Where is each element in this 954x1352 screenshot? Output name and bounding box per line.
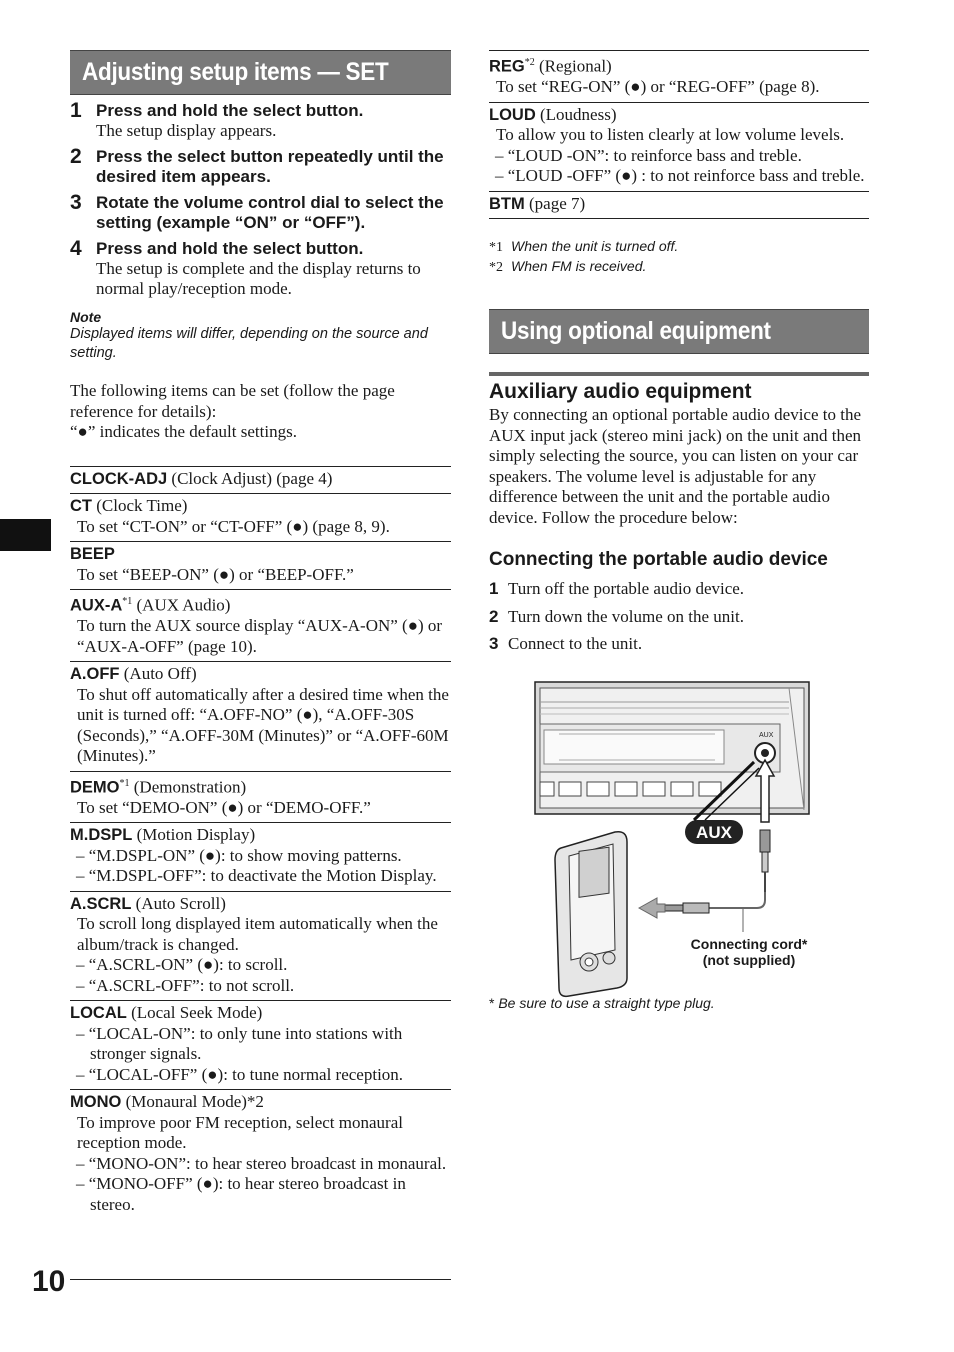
- setup-item-option: – “MONO-ON”: to hear stereo broadcast in monaural.: [76, 1153, 447, 1173]
- connection-step-number: 3: [489, 634, 499, 654]
- setup-item-option-text: “LOCAL-OFF” (●): to tune normal reception.: [88, 1064, 404, 1084]
- setup-item-option-text: “LOUD -ON”: to reinforce bass and treble.: [507, 145, 802, 165]
- setup-item-footnote-ref: *2: [524, 57, 535, 68]
- setup-item-label: (page 7): [524, 193, 586, 213]
- step-number: 1: [70, 99, 82, 122]
- setup-item: [70, 466, 451, 494]
- step-body: [96, 193, 451, 233]
- intro-text: The following items can be set (follow the page reference for details):: [70, 381, 395, 421]
- subsection-rule: [489, 372, 869, 376]
- connecting-cord: [709, 892, 765, 908]
- setup-item: [489, 191, 869, 220]
- setup-item-option-text: “M.DSPL-OFF”: to deactivate the Motion Display.: [88, 866, 437, 886]
- setup-item-option: – “LOUD -OFF” (●) : to not reinforce bass and treble.: [495, 166, 865, 186]
- connection-step: [489, 575, 869, 603]
- setup-item-header: [70, 496, 451, 517]
- setup-item-key: AUX-A: [70, 596, 123, 615]
- step-title: Rotate the volume control dial to select the setting (example “ON” or “OFF”).: [96, 193, 444, 232]
- step-title: Press and hold the select button.: [96, 239, 364, 258]
- setup-item-option: – “LOCAL-OFF” (●): to tune normal reception.: [76, 1064, 404, 1084]
- setup-item-header: [70, 1092, 451, 1113]
- setup-step: [70, 193, 451, 233]
- setup-item-option-text: “A.SCRL-ON” (●): to scroll.: [88, 955, 288, 975]
- setup-item: [489, 102, 869, 191]
- setup-item-option-text: “MONO-ON”: to hear stereo broadcast in monaural.: [88, 1153, 447, 1173]
- setup-item-key: CLOCK-ADJ: [70, 469, 168, 488]
- setup-item-key: CT: [70, 497, 92, 515]
- setup-item: [70, 589, 451, 661]
- setup-item-option-text: “MONO-OFF” (●): to hear stereo broadcast in stereo.: [88, 1174, 406, 1214]
- setup-item-option: – “M.DSPL-OFF”: to deactivate the Motion Display.: [76, 866, 437, 886]
- setup-item-header: [70, 664, 451, 685]
- note-text: Displayed items will differ, depending on the source and setting.: [70, 326, 428, 361]
- setup-item-header: [489, 105, 869, 126]
- connection-step-number: 2: [489, 606, 499, 626]
- setup-item-key: BEEP: [70, 545, 115, 563]
- setup-item-label: (AUX Audio): [132, 595, 231, 615]
- setup-item-option: – “LOCAL-ON”: to only tune into stations with stronger signals.: [76, 1023, 403, 1064]
- step-body: [96, 101, 451, 141]
- setup-item-key: LOCAL: [70, 1004, 127, 1023]
- setup-item-option: – “A.SCRL-OFF”: to not scroll.: [76, 975, 295, 995]
- setup-item-key: BTM: [489, 194, 525, 213]
- setup-item-option-text: “LOUD -OFF” (●) : to not reinforce bass and treble.: [507, 166, 865, 186]
- setup-item-key: M.DSPL: [70, 826, 133, 845]
- setup-item: [70, 822, 451, 891]
- connection-step-number: 1: [489, 579, 499, 599]
- figure-footnote-mark: *: [489, 994, 495, 1011]
- setup-items-list: [70, 466, 451, 1220]
- setup-item: [70, 771, 451, 823]
- setup-item-header: [70, 592, 451, 616]
- setup-item-description: To scroll long displayed item automatically when the album/track is changed.: [77, 914, 438, 954]
- footnote: [489, 257, 869, 277]
- setup-item-header: [70, 1003, 451, 1024]
- setup-item: [489, 50, 869, 102]
- setup-item: [70, 1000, 451, 1089]
- setup-item-label: (Monaural Mode)*2: [121, 1092, 264, 1112]
- setup-item-key: A.OFF: [70, 665, 120, 684]
- setup-item-label: (Clock Time): [92, 496, 188, 515]
- cord-label-line1: Connecting cord*: [690, 935, 808, 952]
- aux-jack-label: AUX: [759, 731, 774, 739]
- setup-item-description: To allow you to listen clearly at low volume levels.: [496, 125, 845, 145]
- footnote-mark: *2: [489, 260, 503, 276]
- page-number: 10: [32, 1265, 66, 1298]
- setup-item-option-text: “LOCAL-ON”: to only tune into stations with stronger signals.: [88, 1023, 403, 1064]
- setup-item-header: [70, 544, 451, 565]
- setup-item-description: To set “CT-ON” or “CT-OFF” (●) (page 8, 9).: [77, 516, 390, 536]
- intro-default-legend: “●” indicates the default settings.: [70, 422, 297, 441]
- setup-item-label: (Demonstration): [129, 777, 247, 797]
- setup-item-key: LOUD: [489, 105, 536, 124]
- setup-item: [70, 493, 451, 541]
- step-description: The setup display appears.: [96, 121, 277, 140]
- setup-item-option: – “LOUD -ON”: to reinforce bass and treble.: [495, 145, 802, 165]
- step-title: Press the select button repeatedly until the desired item appears.: [96, 147, 444, 186]
- setup-item-footnote-ref: *1: [119, 777, 130, 789]
- step-number: 3: [70, 191, 82, 214]
- connection-step: [489, 603, 869, 631]
- setup-item-key: REG: [489, 57, 525, 76]
- setup-item-label: (Clock Adjust) (page 4): [167, 468, 333, 488]
- setup-item-header: [489, 194, 869, 215]
- setup-item-label: (Regional): [534, 56, 612, 76]
- cord-label-line2: (not supplied): [702, 951, 796, 968]
- connect-arrow: [639, 898, 665, 918]
- setup-step: [70, 147, 451, 187]
- setup-item-header: [70, 894, 451, 915]
- step-number: 4: [70, 237, 82, 260]
- step-description: The setup is complete and the display returns to normal play/reception mode.: [96, 259, 421, 298]
- setup-item-option-text: “M.DSPL-ON” (●): to show moving patterns.: [88, 845, 402, 865]
- device-plug: [665, 903, 709, 913]
- aux-badge-label: AUX: [696, 822, 732, 842]
- footnote-mark: *1: [489, 240, 503, 256]
- setup-item-label: (Motion Display): [132, 825, 256, 845]
- step-body: [96, 239, 451, 299]
- step-body: [96, 147, 451, 187]
- setup-item-description: To improve poor FM reception, select monaural reception mode.: [77, 1112, 403, 1153]
- aux-plug: [760, 830, 770, 892]
- setup-item-header: [70, 774, 451, 798]
- setup-item: [70, 891, 451, 1001]
- setup-step: [70, 239, 451, 299]
- subsection-heading-aux: Auxiliary audio equipment: [489, 380, 752, 404]
- setup-item-header: [70, 825, 451, 846]
- portable-audio-device: [555, 831, 627, 996]
- setup-item-label: (Loudness): [535, 104, 617, 124]
- setup-item-footnote-ref: *1: [122, 596, 133, 607]
- footnote: [489, 237, 869, 257]
- setup-item-option: – “MONO-OFF” (●): to hear stereo broadcast in stereo.: [76, 1174, 406, 1214]
- footnote-text: When the unit is turned off.: [511, 238, 679, 255]
- setup-item-description: To set “BEEP-ON” (●) or “BEEP-OFF.”: [77, 564, 354, 584]
- setup-item-header: [489, 53, 869, 77]
- setup-item-label: (Local Seek Mode): [126, 1003, 263, 1023]
- setup-item-key: MONO: [70, 1093, 122, 1112]
- aux-description: By connecting an optional portable audio device to the AUX input jack (stereo mini jack) on the unit and then simply selecting the source, you can listen on your car speakers. The volume level is adjustable for any difference between the unit and the portable audio device. Follow the procedure below:: [489, 405, 862, 527]
- connection-step-text: Turn down the volume on the unit.: [508, 606, 744, 626]
- setup-item-option: – “A.SCRL-ON” (●): to scroll.: [76, 955, 288, 975]
- figure-footnote-text: Be sure to use a straight type plug.: [498, 994, 715, 1011]
- setup-item-label: (Auto Off): [119, 664, 197, 684]
- footnotes: [489, 237, 869, 277]
- procedure-heading: Connecting the portable audio device: [489, 549, 828, 571]
- setup-item-description: To set “REG-ON” (●) or “REG-OFF” (page 8).: [496, 77, 820, 97]
- connection-diagram: [489, 680, 869, 1010]
- setup-item-key: A.SCRL: [70, 894, 132, 913]
- connection-steps: [489, 575, 869, 658]
- connection-step-text: Turn off the portable audio device.: [508, 579, 745, 599]
- connection-step-text: Connect to the unit.: [508, 634, 643, 654]
- setup-item-label: (Auto Scroll): [131, 893, 226, 913]
- right-column: [489, 50, 869, 1013]
- setup-item: [70, 541, 451, 589]
- setup-item-description: To turn the AUX source display “AUX-A-ON” (●) or “AUX-A-OFF” (page 10).: [77, 616, 443, 656]
- setup-item-description: To set “DEMO-ON” (●) or “DEMO-OFF.”: [77, 797, 371, 817]
- footnote-text: When FM is received.: [511, 258, 647, 275]
- setup-item: [70, 661, 451, 771]
- page-bottom-rule: [70, 1279, 451, 1280]
- setup-item-key: DEMO: [70, 778, 120, 797]
- setup-item-option: – “M.DSPL-ON” (●): to show moving patterns.: [76, 845, 402, 865]
- step-title: Press and hold the select button.: [96, 101, 364, 120]
- section-heading-set: Adjusting setup items — SET: [70, 50, 451, 95]
- section-tab-marker: [0, 519, 51, 551]
- step-number: 2: [70, 145, 82, 168]
- setup-steps: [70, 101, 451, 299]
- connection-step: [489, 630, 869, 658]
- setup-item-option-text: “A.SCRL-OFF”: to not scroll.: [88, 975, 295, 995]
- left-column: [70, 50, 451, 1219]
- cord-label: [669, 936, 829, 968]
- setup-step: [70, 101, 451, 141]
- setup-item: [70, 1089, 451, 1219]
- note-heading: Note: [70, 309, 102, 325]
- setup-item-header: [70, 469, 451, 490]
- section-heading-optional-equipment: Using optional equipment: [489, 309, 869, 354]
- setup-items-list-continued: [489, 50, 869, 219]
- setup-item-description: To shut off automatically after a desired time when the unit is turned off: “A.OFF-NO” (●), “A.OFF-30S (Seconds),” “A.OFF-30M (Minutes)” or “A.OFF-60M (Minutes).”: [77, 684, 449, 766]
